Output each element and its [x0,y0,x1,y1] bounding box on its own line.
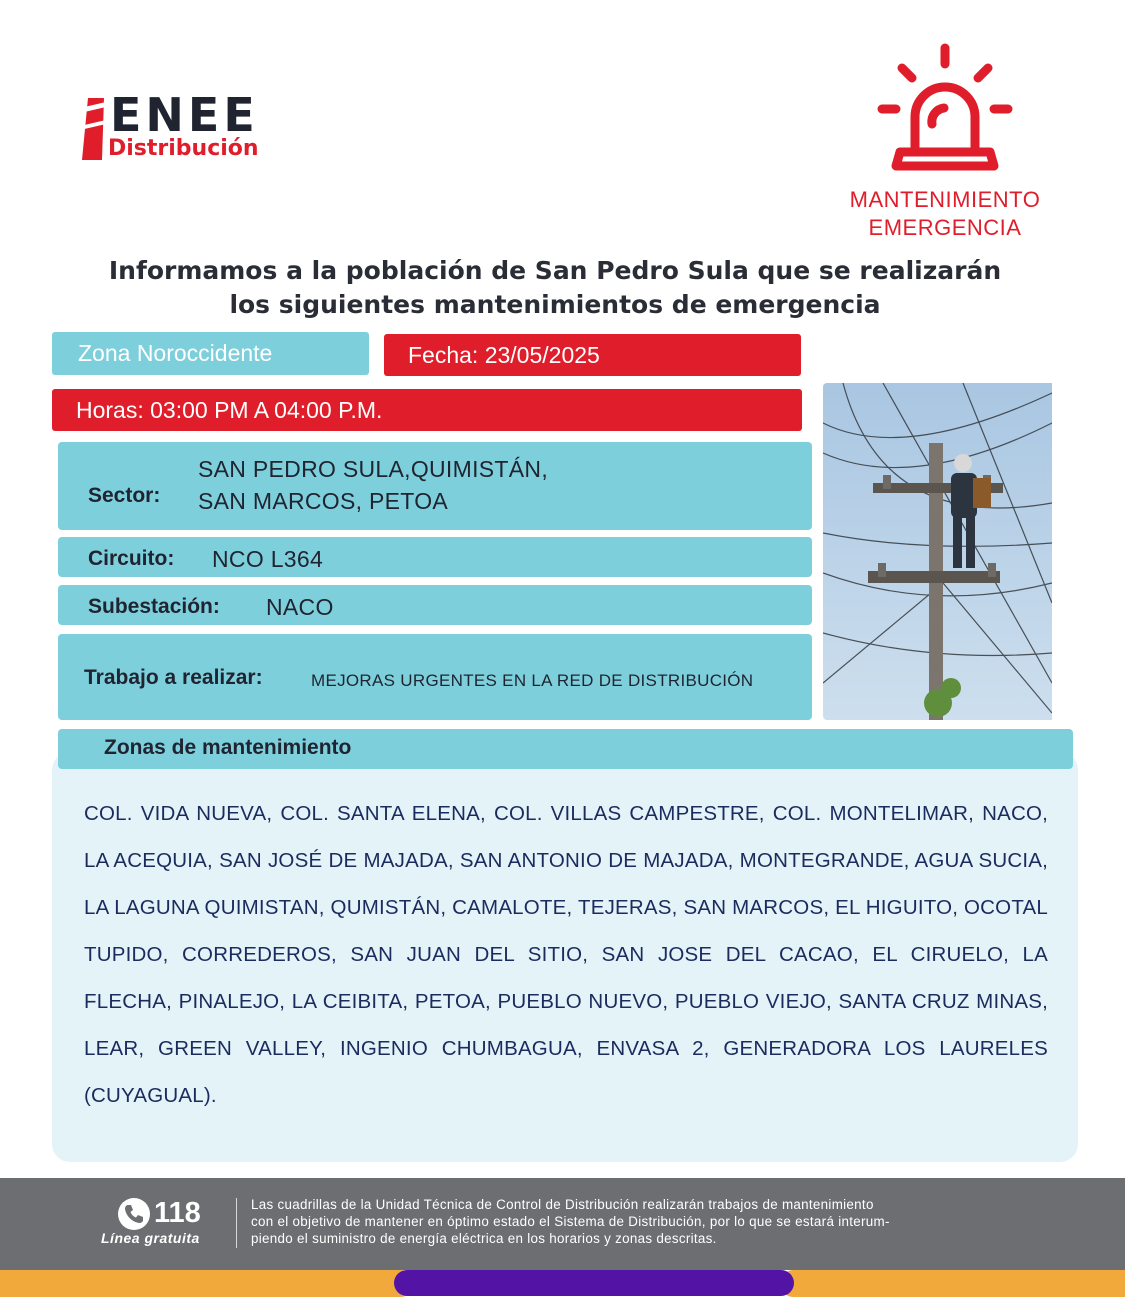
siren-icon [870,42,1020,177]
footer-divider [236,1198,237,1248]
bottom-bar-purple [394,1270,794,1296]
circuit-box [58,537,812,577]
work-value: MEJORAS URGENTES EN LA RED DE DISTRIBUCIÓN [311,671,754,690]
sector-value-line-2: SAN MARCOS, PETOA [198,488,449,514]
footer [0,1178,1125,1270]
sector-label: Sector: [88,484,161,507]
enee-logo-mark-icon [80,98,106,160]
footer-disclaimer [251,1196,1051,1247]
circuit-label: Circuito: [88,547,175,570]
headline-line-2: los siguientes mantenimientos de emergencia [229,290,881,319]
substation-box [58,585,812,625]
sector-value-line-1: SAN PEDRO SULA,QUIMISTÁN, [198,456,549,482]
footer-line-2: con el objetivo de mantener en óptimo estado el Sistema de Distribución, por lo que se estará interum- [251,1214,890,1229]
zone-chip: Zona Noroccidente [52,332,369,375]
date-chip: Fecha: 23/05/2025 [384,334,801,376]
badge-line-1: MANTENIMIENTO [849,187,1041,212]
substation-value: NACO [266,594,334,620]
lineman-photo [823,383,1052,720]
enee-logo [80,88,310,162]
phone-number: 118 [154,1197,201,1229]
circuit-value: NCO L364 [212,546,324,572]
brand-name: ENEE [110,88,259,142]
brand-division: Distribución [108,136,259,161]
zones-header [58,729,1073,769]
sector-box [58,442,812,530]
work-label: Trabajo a realizar: [84,666,263,689]
headline [30,254,1080,322]
substation-label: Subestación: [88,595,220,618]
phone-icon [118,1198,150,1230]
badge-line-2: EMERGENCIA [868,215,1022,240]
headline-line-1: Informamos a la población de San Pedro Sula que se realizarán [108,256,1002,285]
bottom-bar-orange-left [0,1270,414,1297]
zones-title: Zonas de mantenimiento [104,736,352,759]
footer-line-1: Las cuadrillas de la Unidad Técnica de Control de Distribución realizarán trabajos de mantenimiento [251,1197,874,1212]
sector-value [198,453,548,517]
footer-line-3: piendo el suministro de energía eléctrica en los horarios y zonas descritas. [251,1231,717,1246]
hours-chip: Horas: 03:00 PM A 04:00 P.M. [52,389,802,431]
work-box [58,634,812,720]
phone-label: Línea gratuita [101,1230,200,1246]
bottom-bar-orange-right [780,1270,1125,1297]
zones-list: COL. VIDA NUEVA, COL. SANTA ELENA, COL. VILLAS CAMPESTRE, COL. MONTELIMAR, NACO, LA ACEQUIA, SAN JOSÉ DE MAJADA, SAN ANTONIO DE MAJADA, MONTEGRANDE, AGUA SUCIA, LA LAGUNA QUIMISTAN, QUMISTÁN, CAMALOTE, TEJERAS, SAN MARCOS, EL HIGUITO, OCOTAL TUPIDO, CORREDEROS, SAN JUAN DEL SITIO, SAN JOSE DEL CACAO, EL CIRUELO, LA FLECHA, PINALEJO, LA CEIBITA, PETOA, PUEBLO NUEVO, PUEBLO VIEJO, SANTA CRUZ MINAS, LEAR, GREEN VALLEY, INGENIO CHUMBAGUA, ENVASA 2, GENERADORA LOS LAURELES (CUYAGUAL). [84,802,1048,1107]
emergency-badge [820,186,1070,242]
